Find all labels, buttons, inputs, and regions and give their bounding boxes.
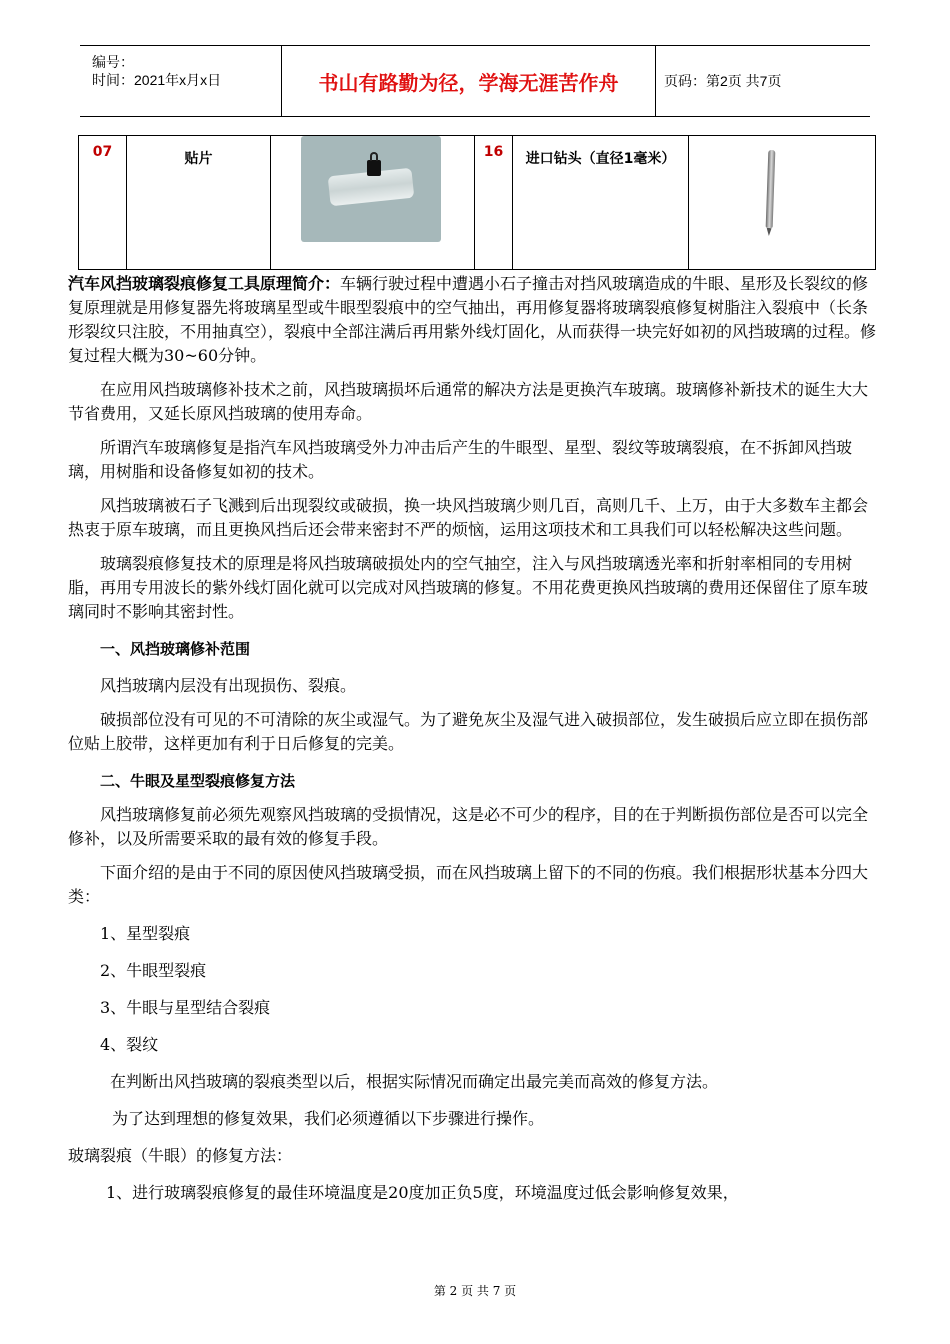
paragraph: 风挡玻璃被石子飞溅到后出现裂纹或破损，换一块风挡玻璃少则几百，高则几千、上万，由于大多数车主都会热衷于原车玻璃，而且更换风挡后还会带来密封不严的烦恼，运用这项技术和工具我们可以轻松解决这些问题。 (68, 496, 869, 539)
list-item: 2、牛眼型裂痕 (100, 961, 207, 980)
paragraph: 玻璃裂痕修复技术的原理是将风挡玻璃破损处内的空气抽空，注入与风挡玻璃透光率和折射率相同的专用树脂，再用专用波长的紫外线灯固化就可以完成对风挡玻璃的修复。不用花费更换风挡玻璃的费用还保留住了原车玻璃同时不影响其密封性。 (68, 554, 869, 621)
item-image-cell (271, 136, 475, 269)
paragraph: 1、进行玻璃裂痕修复的最佳环境温度是20度加正负5度，环境温度过低会影响修复效果， (106, 1183, 739, 1202)
paragraph: 玻璃裂痕（牛眼）的修复方法： (68, 1146, 293, 1165)
paragraph: 下面介绍的是由于不同的原因使风挡玻璃受损，而在风挡玻璃上留下的不同的伤痕。我们根据形状基本分四大类： (68, 863, 869, 906)
paragraph: 在判断出风挡玻璃的裂痕类型以后，根据实际情况而确定出最完美而高效的修复方法。 (110, 1072, 719, 1091)
intro-paragraph (68, 272, 882, 368)
item-image-cell (689, 136, 875, 269)
paragraph: 为了达到理想的修复效果，我们必须遵循以下步骤进行操作。 (112, 1109, 545, 1128)
page-number-label: 页码：第2页 共7页 (664, 73, 782, 89)
paragraph: 风挡玻璃修复前必须先观察风挡玻璃的受损情况，这是必不可少的程序，目的在于判断损伤部位是否可以完全修补，以及所需要采取的最有效的修复手段。 (68, 805, 869, 848)
paragraph: 在应用风挡玻璃修补技术之前，风挡玻璃损坏后通常的解决方法是更换汽车玻璃。玻璃修补新技术的诞生大大节省费用，又延长原风挡玻璃的使用寿命。 (68, 380, 869, 423)
drill-bit-icon (766, 150, 776, 228)
page-header (80, 45, 870, 117)
item-number: 16 (475, 136, 513, 269)
drill-bit-photo (689, 136, 851, 242)
date-label: 时间：2021年x月x日 (92, 72, 222, 88)
header-meta (80, 46, 280, 116)
page-footer: 第 2 页 共 7 页 (433, 1284, 517, 1298)
list-item: 4、裂纹 (100, 1035, 159, 1054)
section-heading: 二、牛眼及星型裂痕修复方法 (100, 772, 296, 790)
header-motto: 书山有路勤为径，学海无涯苦作舟 (281, 46, 656, 116)
list-item: 1、星型裂痕 (100, 924, 191, 943)
list-item: 3、牛眼与星型结合裂痕 (100, 998, 271, 1017)
paragraph: 破损部位没有可见的不可清除的灰尘或湿气。为了避免灰尘及湿气进入破损部位，发生破损后应立即在损伤部位贴上胶带，这样更加有利于日后修复的完美。 (68, 710, 869, 753)
paragraph: 风挡玻璃内层没有出现损伤、裂痕。 (100, 676, 357, 695)
item-name: 贴片 (127, 136, 271, 269)
paragraph: 所谓汽车玻璃修复是指汽车风挡玻璃受外力冲击后产生的牛眼型、星型、裂纹等玻璃裂痕，在不拆卸风挡玻璃，用树脂和设备修复如初的技术。 (68, 438, 853, 481)
tools-table (78, 135, 876, 270)
code-label: 编号： (92, 54, 134, 70)
intro-title: 汽车风挡玻璃裂痕修复工具原理简介： (68, 274, 341, 293)
item-number: 07 (79, 136, 127, 269)
document-body (68, 272, 882, 1205)
film-with-clip-photo (301, 136, 441, 242)
intro-text: 车辆行驶过程中遭遇小石子撞击对挡风玻璃造成的牛眼、星形及长裂纹的修复原理就是用修复器先将玻璃星型或牛眼型裂痕中的空气抽出，再用修复器将玻璃裂痕修复树脂注入裂痕中（长条形裂纹只注胶，不用抽真空），裂痕中全部注满后再用紫外线灯固化，从而获得一块完好如初的风挡玻璃的过程。修复过程大概为30~60分钟。 (68, 274, 877, 365)
section-heading: 一、风挡玻璃修补范围 (100, 640, 251, 658)
binder-clip-icon (367, 160, 381, 176)
item-name: 进口钻头（直径1毫米） (513, 136, 689, 269)
